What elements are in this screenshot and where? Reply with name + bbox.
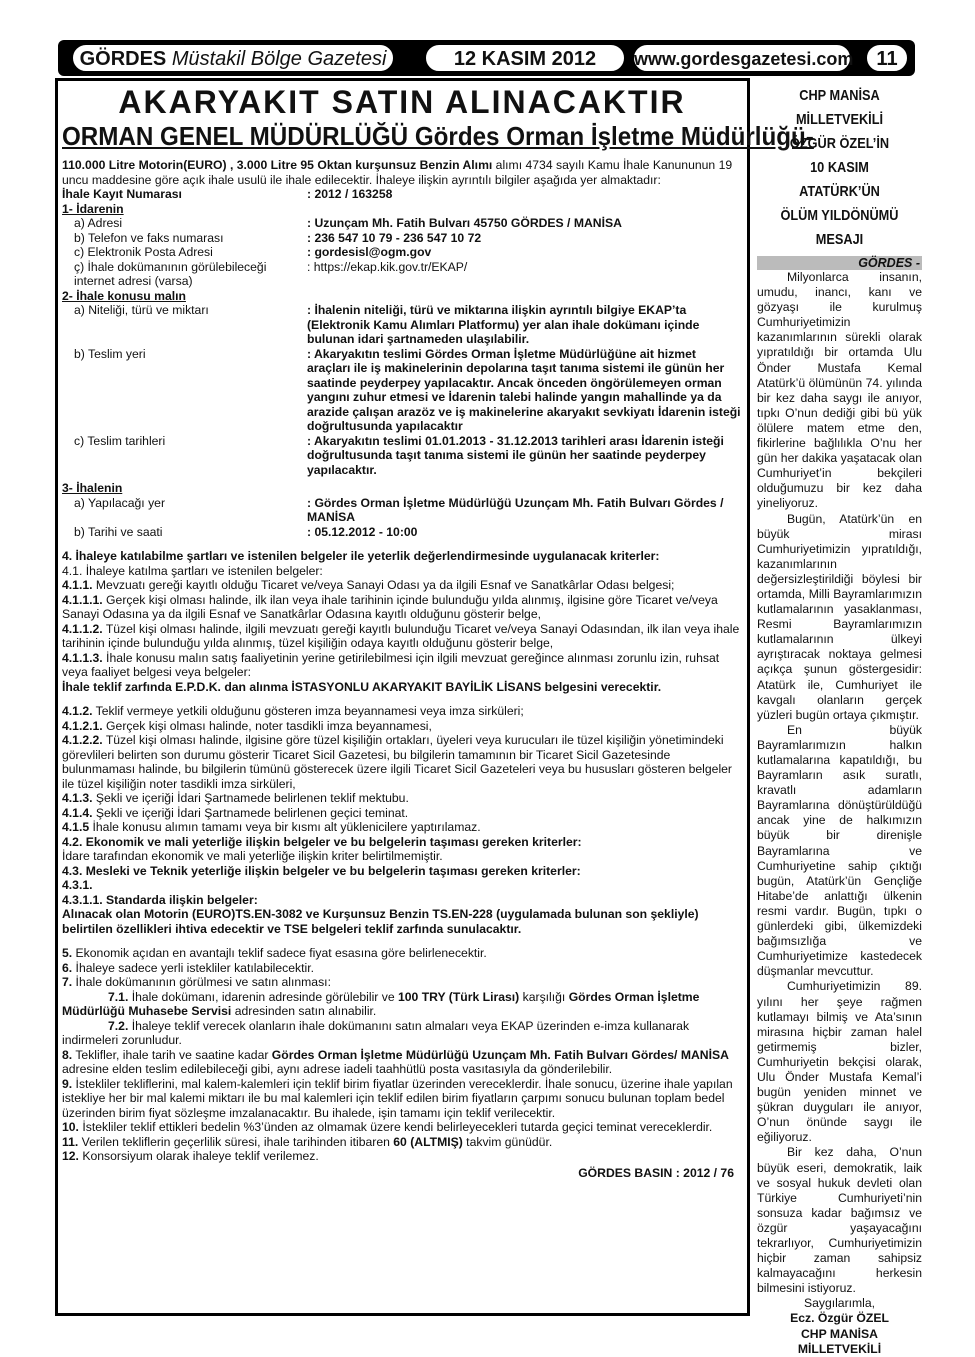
item-11: 11. Verilen tekliflerin geçerlilik süresi, ihale tarihinden itibaren 60 (ALTMIŞ) takvim günüdür. [62,1134,553,1149]
article-para-1: Milyonlarca insanın, umudu, inancı, kanı ve gözyaşı ile kurulmuş Cumhuriyetimizin kazanımlarının sürekli olarak yıpratıldığı bir ortamda Ulu Önder Mustafa Kemal Atatürk’ü ölümünün 74. yılında bir kez daha saygı ile anıyor, tıpkı O’nun dediği gibi bü yük ölülere matem etme den, fikirlerine bağlılıkla O’nu her gün her dakika yaşatacak olan Cumhuriyet’in bekçileri olduğumuzu bir kez daha yineliyoruz. [757,270,922,511]
item-10: 10. İstekliler teklif ettikleri bedelin %3’ünden az olmamak üzere kendi belirleyecekleri tutarda geçici teminat vereceklerdir. [62,1120,713,1134]
ad-subtitle: ORMAN GENEL MÜDÜRLÜĞÜ Gördes Orman İşletme Müdürlüğü- [62,121,814,151]
ad-title: AKARYAKIT SATIN ALINACAKTIR [118,84,686,120]
item-4-2: 4.2. Ekonomik ve mali yeterliğe ilişkin belgeler ve bu belgelerin taşıması gereken kriterler: [62,834,582,849]
article-title-line-1: CHP MANİSA MİLLETVEKİLİ [795,87,884,128]
item-4-1-1: 4.1.1. Mevzuatı gereği kayıtlı olduğu Ticaret ve/veya Sanayi Odası ya da ilgili Esnaf ve Sanatkârlar Odası belgesi; [62,578,675,592]
item-7-2: 7.2. İhaleye teklif verecek olanların ihale dokümanını satın almaları veya EKAP üzerinden e-imza kullanarak indirmeleri zorunludur. [62,1018,690,1047]
license-note: İhale teklif zarfında E.P.D.K. dan alınma İSTASYONLU AKARYAKIT BAYİLİK LİSANS belgesini verecektir. [62,679,662,694]
field-eposta: c) Elektronik Posta Adresi : gordesisl@ogm.gov [74,245,432,259]
item-4: 4. İhaleye katılabilme şartları ve istenilen belgeler ile yeterlik değerlendirmesinde uygulanacak kriterler: [62,549,660,563]
field-yer: a) Yapılacağı yer : Gördes Orman İşletme Müdürlüğü Uzunçam Mh. Fatih Bulvarı Gördes / MANİSA [74,495,724,524]
item-4-1-5: 4.1.5 İhale konusu alımın tamamı veya bir kısmı alt yüklenicilere yaptırılamaz. [62,820,481,834]
field-telefon: b) Telefon ve faks numarası : 236 547 10 79 - 236 547 10 72 [74,230,482,245]
signature-party: CHP MANİSA [801,1326,878,1341]
item-4-1: 4.1. İhaleye katılma şartları ve istenilen belgeler: [62,563,323,578]
item-7: 7. İhale dokümanının görülmesi ve satın alınması: [62,975,331,989]
page-number: 11 [866,44,908,72]
tender-ad [62,84,814,1180]
item-4-1-3: 4.1.3. Şekli ve içeriği İdari Şartnamede belirlenen teklif mektubu. [62,791,409,805]
article-para-5: Bir kez daha, O’nun büyük eseri, demokratik, laik ve sosyal hukuk devleti olan Türkiye Cumhuriyeti’nin sonsuza kadar bağımsız ve özgür yaşayacağını tekrarlıyor, Cumhuriyetimizin hiçbir zaman sahipsiz kalmayacağını herkesin bilmesini istiyoruz. [757,1145,922,1296]
item-7-1: 7.1. İhale dokümanı, idarenin adresinde görülebilir ve 100 TRY (Türk Lirası) karşılığı Gördes Orman İşletme Müdürlüğü Muhasebe Servisi adresinden satın alınabilir. [62,989,700,1018]
sidebar-article [757,84,922,1357]
basin-code: GÖRDES BASIN : 2012 / 76 [578,1165,734,1180]
item-9: 9. İstekliler tekliflerini, mal kalem-kalemleri için teklif birim fiyatlar üzerinden vereceklerdir. İhale sonucu, üzerine ihale yapılan istekliye her bir mal kalemi miktarı ile bu mal kalemleri için teklif edilen birim fiyatların çarpımı sonucu bulunan toplam bedel üzerinden birim fiyat sözleşme imzalanacaktır. Bu ihalede, işin tamamı için teklif verilecektir. [62,1076,733,1120]
item-6: 6. İhaleye sadece yerli istekliler katılabilecektir. [62,960,314,975]
article-para-3: En büyük Bayramlarımızın halkın kutlamalarına kapatıldığı, bu Bayramların asık suratlı, kravatlı adamların Bayramlarına dönüştürüldüğü ancak yine de halkımızın büyük bir direnişle Bayramlarına ve Cumhuriyetine sahip çıktığı bugün, Atatürk’ün Gençliğe Hitabe’de anlattığı ülkenin resmi vardır. Bugün, tıpkı o günlerdeki gibi, ülkemizdeki bağımsızlığa ve Cumhuriyetimize kastedecek düşmanlar mevcuttur. [757,722,922,979]
website-link[interactable]: www.gordesgazetesi.com [633,44,851,72]
item-4-1-2: 4.1.2. Teklif vermeye yetkili olduğunu gösteren imza beyannamesi veya imza sirküleri; [62,704,524,718]
item-4-1-1-1: 4.1.1.1. Gerçek kişi olması halinde, ilk ilan veya ihale tarihinin içinde bulunduğu yılda alınmış, ilgisine göre Ticaret ve/veya Sanayi Odasına ya da ilgili Esnaf ve Sanatkârlar Odasına kayıtlı olduğunu gösterir belge, [62,592,718,621]
item-4-1-1-2: 4.1.1.2. Tüzel kişi olması halinde, ilgili mevzuatı gereği kayıtlı bulunduğu Ticaret ve/veya Sanayi Odasından, ilk ilan veya ihale tarihinin içinde bulunduğu yılda alınmış, tüzel kişiliğin odaya kayıtlı olduğunu gösterir belge, [62,621,740,650]
item-4-3-1-1: 4.3.1.1. Standarda ilişkin belgeler: [62,892,258,907]
field-tarih: b) Tarihi ve saati : 05.12.2012 - 10:00 [74,524,418,539]
item-5: 5. Ekonomik açıdan en avantajlı teklif sadece fiyat esasına göre belirlenecektir. [62,946,487,960]
article-para-2: Bugün, Atatürk’ün en büyük mirası Cumhuriyetimizin yıpratıldığı, kazanımlarının değersizleştirildiği böylesi bir ortamda, Milli Bayramlarımızın kutlamalarının yasaklanması, Resmi Bayramlarımızın kutlamalarının ülkeyi ayrıştıracak noktaya gelmesi açıkça şunun göstergesidir: Atatürk ile, Cumhuriyet ile kavgalı olanların gerçek yüzleri bugün ortaya çıkmıştır. [757,511,922,722]
field-adres: a) Adresi : Uzunçam Mh. Fatih Bulvarı 45750 GÖRDES / MANİSA [74,216,622,230]
item-8: 8. Teklifler, ihale tarih ve saatine kadar Gördes Orman İşletme Müdürlüğü Uzunçam Mh. Fatih Bulvarı Gördes/ MANİSA adresine elden teslim edilebileceği gibi, aynı adrese iadeli taahhütlü posta vasıtasıyla da gönderilebilir. [62,1047,729,1076]
item-4-3-1-1-text: Alınacak olan Motorin (EURO)TS.EN-3082 ve Kurşunsuz Benzin TS.EN-228 (uygulamada bulunan son şekliyle) belirtilen özellikleri ihtiva edecektir ve TSE belgeleri teklif zarfında sunulacaktır. [62,907,699,936]
section-1-title: 1- İdarenin [62,201,124,216]
item-4-1-2-2: 4.1.2.2. Tüzel kişi olması halinde, ilgisine göre tüzel kişiliğin ortakları, üyeleri veya kurucuları ile tüzel kişiliğin yönetimindeki görevlileri belirten son durumu gösterir Ticaret Sicil Gazetesi, bu bilgilerin tamamının bir Ticaret Sicil Gazetesinde bulunmaması halinde, bu bilgilerin tümünü gösterecek üzere ilgili Ticaret Sicil Gazeteleri veya bu hususları gösteren belgeler ile tüzel kişiliğin noter tasdikli imza sirküleri, [62,733,732,791]
signature-title: MİLLETVEKİLİ [797,1341,882,1356]
item-4-1-4: 4.1.4. Şekli ve içeriği İdari Şartnamede belirlenen geçici teminat. [62,805,409,820]
field-internet: ç) İhale dokümanının görülebileceği internet adresi (varsa) : https://ekap.kik.gov.tr/EKAP/ [74,259,468,288]
item-12: 12. Konsorsiyum olarak ihaleye teklif verilemez. [62,1149,319,1163]
item-4-2-text: İdare tarafından ekonomik ve mali yeterliğe ilişkin kriter belirtilmemiştir. [62,849,443,863]
article-title-line-4: ÖLÜM YILDÖNÜMÜ MESAJI [780,207,899,248]
issue-date: 12 KASIM 2012 [425,44,625,72]
ad-intro: 110.000 Litre Motorin(EURO) , 3.000 Litre 95 Oktan kurşunsuz Benzin Alımı alımı 4734 sayılı Kamu İhale Kanununun 19 uncu maddesine göre açık ihale usulü ile ihale edilecektir. İhaleye ilişkin ayrıntılı bilgiler aşağıda yer almaktadır: [62,158,733,187]
byline: GÖRDES - [757,256,922,270]
field-nitelik: a) Niteliği, türü ve miktarı : İhalenin niteliği, türü ve miktarına ilişkin ayrıntılı bilgiye EKAP’ta (Elektronik Kamu Alımları Platformu) yer alan ihale dokümanı içinde bulunan idari şartnameden ulaşılabilir. [74,303,700,346]
section-3-title: 3- İhalenin [62,481,123,495]
item-4-3: 4.3. Mesleki ve Teknik yeterliğe ilişkin belgeler ve bu belgelerin taşıması gereken kriterler: [62,863,581,878]
item-4-1-1-3: 4.1.1.3. İhale konusu malın satış faaliyetinin yerine getirilebilmesi için ilgili mevzuat gereğince alınması zorunlu izin, ruhsat veya faaliyet belgesi veya belgeler: [62,650,720,679]
field-teslim-yeri: b) Teslim yeri : Akaryakıtın teslimi Gördes Orman İşletme Müdürlüğüne ait hizmet araçları ile iş makinelerinin depolarına taşıt tanıma sistemi ile günün her saatinde peyderpey yapılacaktır. Ancak önceden öngörülemeyen orman yangını zuhur etmesi ve İdarenin talebi halinde yangın mahallinde ya da arazide çalışan arazöz ve iş makinelerine akaryakıt sevkiyatı İdarenin isteği doğrultusunda yapılacaktır [74,346,741,433]
article-title-line-2: ÖZGÜR ÖZEL’İN [789,135,890,152]
item-4-3-1: 4.3.1. [62,878,93,892]
field-teslim-tarihleri: c) Teslim tarihleri : Akaryakıtın teslimi 01.01.2013 - 31.12.2013 tarihleri arası İdarenin isteği doğrultusunda taşıt tanıma sistemi ile günün her saatinde peyderpey yapılacaktır. [74,433,724,477]
item-4-1-2-1: 4.1.2.1. Gerçek kişi olması halinde, noter tasdikli imza beyannamesi, [62,718,432,733]
signature-name: Ecz. Özgür ÖZEL [790,1311,889,1326]
article-para-4: Cumhuriyetimizin 89. yılını her şeye rağmen kutlamayı bilmiş ve Ata’sının mirasına hiçbir zaman halel getirmemiş bizler, Cumhuriyetin bekçisi olarak, Ulu Önder Mustafa Kemal’i bugün yeniden minnet ve şükran duyguları ile anıyor, O’nun önünde saygı ile eğiliyoruz. [757,979,922,1145]
closing: Saygılarımla, [803,1296,876,1311]
kayit-row: İhale Kayıt Numarası : 2012 / 163258 [62,187,393,201]
paper-name-pill: GÖRDES Müstakil Bölge Gazetesi [72,44,394,72]
section-2-title: 2- İhale konusu malın [62,288,186,303]
article-title-line-3: 10 KASIM ATATÜRK’ÜN [799,159,880,200]
